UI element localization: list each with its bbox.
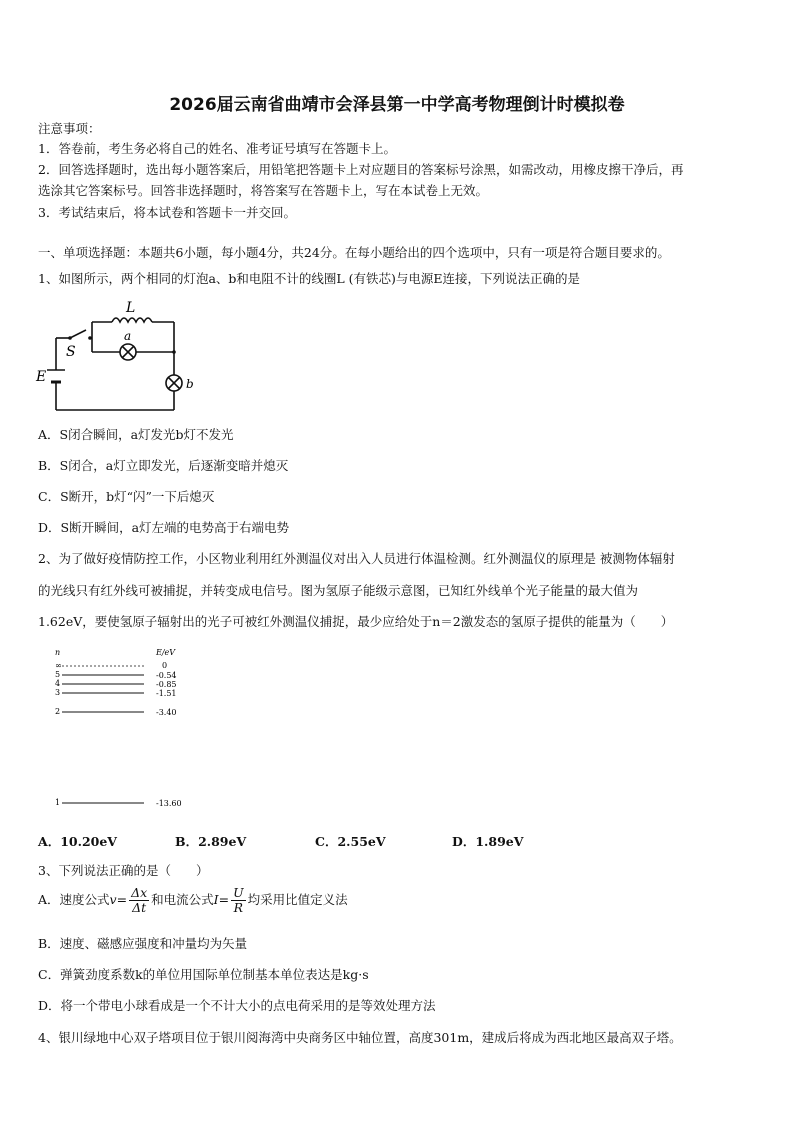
- notice-item-3: 3．考试结束后，将本试卷和答题卡一并交回。: [38, 205, 296, 220]
- q3-stem: 3、下列说法正确的是（ ）: [38, 863, 209, 878]
- label-E: E: [36, 369, 47, 385]
- q2-line-3: 1.62eV，要使氢原子辐射出的光子可被红外测温仪捕捉，最少应给处于n＝2激发态的氢原子提供的能量为（ ）: [38, 614, 674, 629]
- q4-stem: 4、银川绿地中心双子塔项目位于银川阅海湾中央商务区中轴位置，高度301m，建成后将成为西北地区最高双子塔。: [38, 1030, 682, 1045]
- level-e-3: -1.51: [156, 689, 177, 698]
- level-e-5: -0.54: [156, 671, 177, 680]
- level-n-3: 3: [55, 688, 61, 697]
- q2-option-d: D．1.89eV: [452, 834, 524, 849]
- equals-sign-1: =: [116, 892, 128, 907]
- q1-option-c: C．S断开，b灯“闪”一下后熄灭: [38, 489, 215, 504]
- axis-n-label: n: [55, 648, 61, 657]
- level-n-4: 4: [55, 679, 61, 688]
- level-n-5: 5: [55, 670, 61, 679]
- q3-option-c: C．弹簧劲度系数k的单位用国际单位制基本单位表达是kg·s: [38, 967, 369, 982]
- q1-option-a: A．S闭合瞬间，a灯发光b灯不发光: [38, 427, 234, 442]
- axis-e-label: E/eV: [156, 648, 176, 657]
- level-e-1: -13.60: [156, 799, 182, 808]
- q3-option-b: B．速度、磁感应强度和冲量均为矢量: [38, 936, 248, 951]
- level-n-inf: ∞: [55, 661, 62, 670]
- energy-level-diagram: [48, 644, 198, 812]
- notice-item-1: 1．答卷前，考生务必将自己的姓名、准考证号填写在答题卡上。: [38, 141, 396, 156]
- q2-option-c: C．2.55eV: [315, 834, 386, 849]
- q1-option-b: B．S闭合，a灯立即发光，后逐渐变暗并熄灭: [38, 458, 289, 473]
- q3-option-a-middle: 和电流公式: [151, 892, 214, 907]
- circuit-diagram: [34, 292, 204, 416]
- equals-sign-2: =: [218, 892, 230, 907]
- fraction-current: [231, 886, 246, 915]
- q2-line-1: 2、为了做好疫情防控工作，小区物业利用红外测温仪对出入人员进行体温检测。红外测温仪的原理是 被测物体辐射: [38, 551, 675, 566]
- q2-option-a: A．10.20eV: [38, 834, 117, 849]
- level-e-2: -3.40: [156, 708, 177, 717]
- q3-option-a-prefix: A．速度公式: [38, 892, 110, 907]
- label-a: a: [124, 329, 132, 343]
- notice-item-2: 2．回答选择题时，选出每小题答案后，用铅笔把答题卡上对应题目的答案标号涂黑，如需改动，用橡皮擦干净后，再: [38, 162, 684, 177]
- symbol-i: I: [213, 892, 219, 907]
- label-b: b: [186, 377, 194, 391]
- q3-option-a: [38, 885, 348, 915]
- q1-option-d: D．S断开瞬间，a灯左端的电势高于右端电势: [38, 520, 290, 535]
- page-title: 2026届云南省曲靖市会泽县第一中学高考物理倒计时模拟卷: [169, 95, 625, 115]
- fraction-velocity-denominator: Δt: [132, 900, 147, 915]
- level-e-inf: 0: [162, 661, 168, 670]
- level-e-4-value: -0.85: [156, 680, 177, 689]
- level-n-2: 2: [55, 707, 61, 716]
- fraction-current-denominator: R: [233, 900, 244, 915]
- label-L: L: [126, 300, 136, 316]
- fraction-velocity: [129, 886, 149, 915]
- symbol-v: v: [109, 892, 117, 907]
- q2-line-2: 的光线只有红外线可被捕捉，并转变成电信号。图为氢原子能级示意图，已知红外线单个光子能量的最大值为: [38, 583, 639, 598]
- label-S: S: [66, 344, 76, 360]
- notice-heading: 注意事项：: [38, 121, 101, 136]
- q1-stem: 1、如图所示，两个相同的灯泡a、b和电阻不计的线圈L (有铁芯)与电源E连接，下列说法正确的是: [38, 271, 581, 286]
- level-n-1: 1: [55, 798, 61, 807]
- q2-option-b: B．2.89eV: [175, 834, 247, 849]
- fraction-current-numerator: U: [233, 885, 244, 900]
- q3-option-a-suffix: 均采用比值定义法: [247, 892, 348, 907]
- section-heading: 一、单项选择题：本题共6小题，每小题4分，共24分。在每小题给出的四个选项中，只有一项是符合题目要求的。: [38, 245, 670, 260]
- q3-option-d: D．将一个带电小球看成是一个不计大小的点电荷采用的是等效处理方法: [38, 998, 436, 1013]
- notice-item-2-cont: 选涂其它答案标号。回答非选择题时，将答案写在答题卡上，写在本试卷上无效。: [38, 183, 489, 198]
- fraction-velocity-numerator: Δx: [131, 885, 148, 900]
